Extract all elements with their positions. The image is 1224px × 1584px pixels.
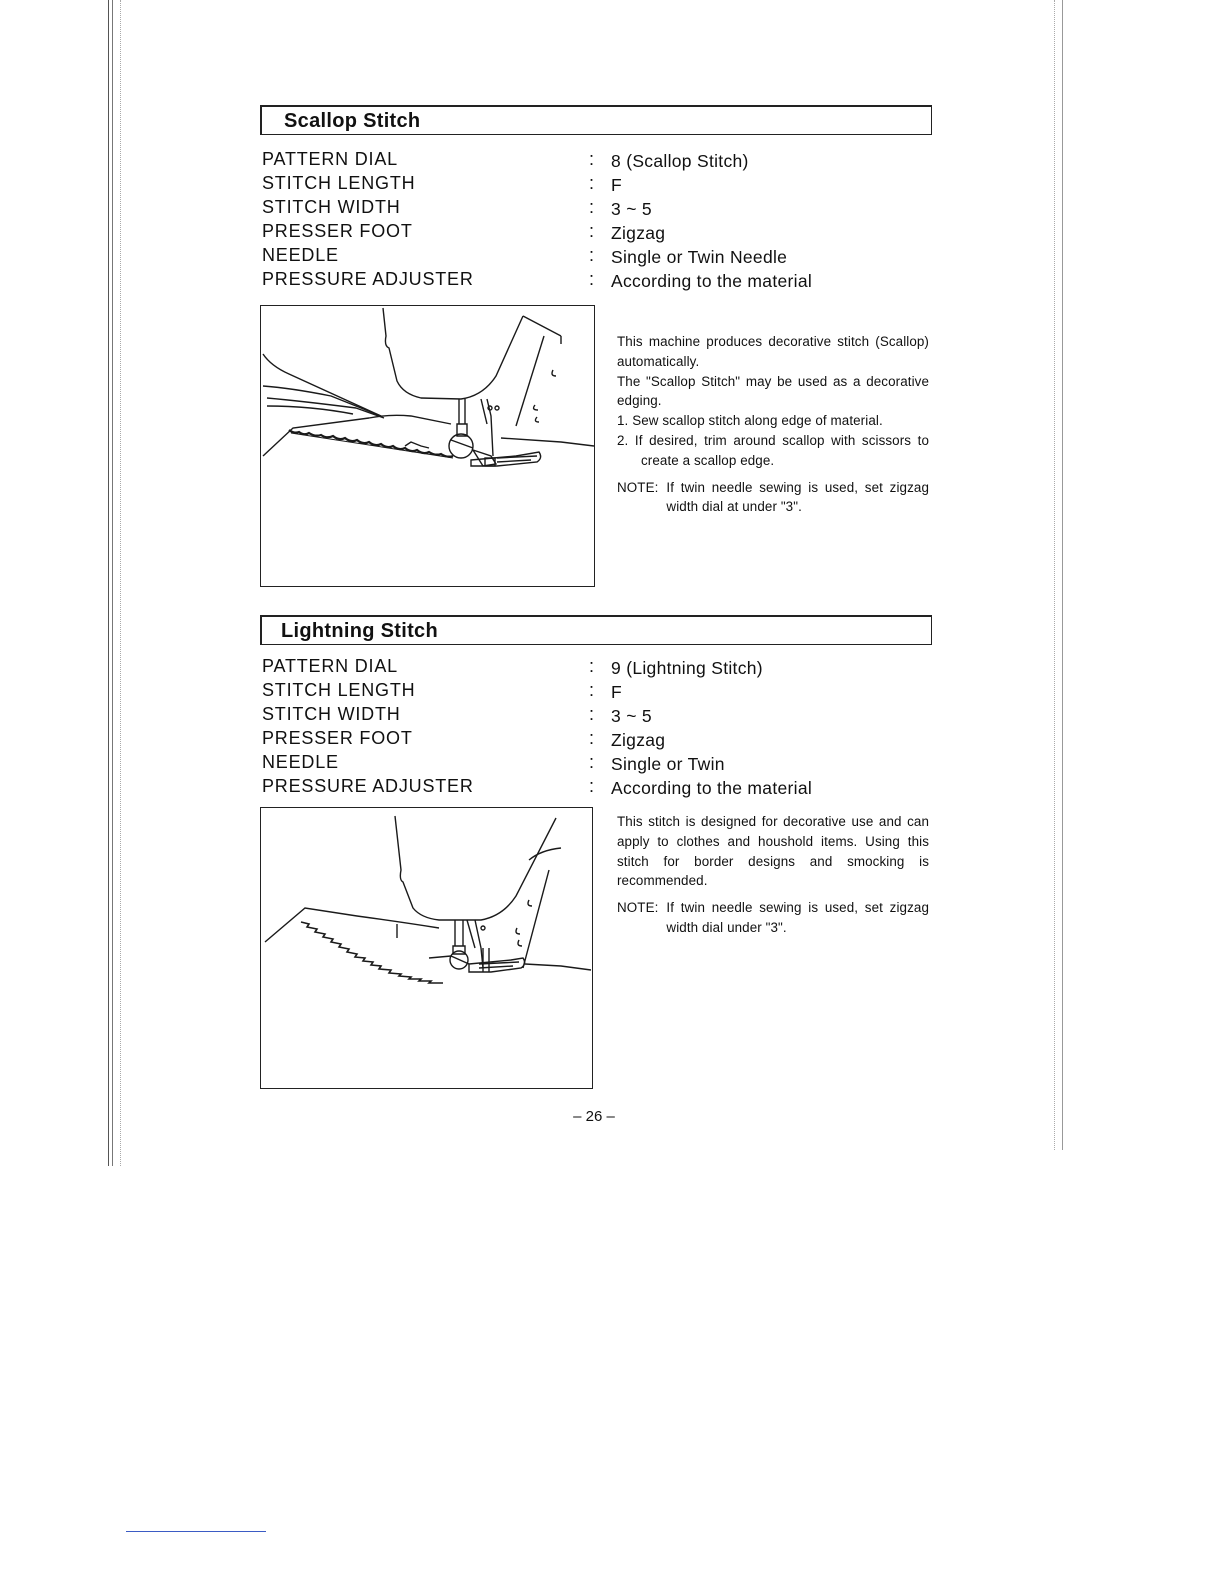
left-page-edge-shadow — [120, 0, 121, 1166]
lightning-stitch-illustration — [260, 807, 593, 1089]
spec-label-pattern-dial: PATTERN DIAL — [262, 149, 398, 169]
spec-colon: : — [589, 269, 595, 289]
note-block — [617, 478, 929, 518]
note-text: If twin needle sewing is used, set zigzag width dial under "3". — [666, 900, 929, 935]
spec-colon: : — [589, 173, 595, 193]
description-paragraph: This machine produces decorative stitch (Scallop) automatically. — [617, 334, 929, 369]
spec-label-needle: NEEDLE — [262, 245, 339, 265]
instruction-step: 2. If desired, trim around scallop with scissors to create a scallop edge. — [617, 432, 929, 468]
spec-colon: : — [589, 221, 595, 241]
note-label: NOTE: — [617, 900, 659, 916]
left-page-edge-line — [112, 0, 113, 1166]
spec-value-stitch-width: 3 ~ 5 — [611, 706, 652, 726]
spec-label-stitch-width: STITCH WIDTH — [262, 704, 401, 724]
spec-value-pressure-adjuster: According to the material — [611, 271, 813, 291]
spec-colon: : — [589, 149, 595, 169]
scallop-description — [617, 332, 929, 517]
spec-value-pattern-dial: 9 (Lightning Stitch) — [611, 658, 763, 678]
scallop-stitch-illustration — [260, 305, 595, 587]
spec-label-presser-foot: PRESSER FOOT — [262, 728, 413, 748]
spec-value-needle: Single or Twin — [611, 754, 725, 774]
description-paragraph: The "Scallop Stitch" may be used as a decorative edging. — [617, 373, 929, 409]
section-title: Scallop Stitch — [284, 110, 421, 132]
spec-label-stitch-length: STITCH LENGTH — [262, 680, 416, 700]
spec-colon: : — [589, 245, 595, 265]
footnote-rule — [126, 1531, 266, 1532]
spec-label-stitch-length: STITCH LENGTH — [262, 173, 416, 193]
spec-value-stitch-length: F — [611, 175, 622, 195]
spec-value-presser-foot: Zigzag — [611, 223, 666, 243]
right-page-edge-line — [1062, 0, 1063, 1150]
spec-label-pressure-adjuster: PRESSURE ADJUSTER — [262, 269, 474, 289]
spec-label-needle: NEEDLE — [262, 752, 339, 772]
spec-label-pressure-adjuster: PRESSURE ADJUSTER — [262, 776, 474, 796]
spec-colon: : — [589, 704, 595, 724]
spec-value-stitch-width: 3 ~ 5 — [611, 199, 652, 219]
spec-value-pattern-dial: 8 (Scallop Stitch) — [611, 151, 749, 171]
spec-value-presser-foot: Zigzag — [611, 730, 666, 750]
spec-colon: : — [589, 752, 595, 772]
page-number: – 26 – — [573, 1108, 615, 1125]
section-title-box — [260, 615, 932, 645]
spec-colon: : — [589, 197, 595, 217]
note-label: NOTE: — [617, 479, 659, 495]
note-block — [617, 898, 929, 938]
spec-value-pressure-adjuster: According to the material — [611, 778, 813, 798]
section-title: Lightning Stitch — [281, 620, 438, 642]
spec-value-stitch-length: F — [611, 682, 622, 702]
description-paragraph: This stitch is designed for decorative use and can apply to clothes and houshold items. Using this stitch for border designs and smocking is recommended. — [617, 814, 929, 889]
spec-colon: : — [589, 776, 595, 796]
spec-label-pattern-dial: PATTERN DIAL — [262, 656, 398, 676]
instruction-step: 1. Sew scallop stitch along edge of material. — [617, 413, 883, 429]
spec-colon: : — [589, 656, 595, 676]
note-text: If twin needle sewing is used, set zigzag width dial at under "3". — [666, 479, 929, 515]
sewing-machine-lightning-drawing — [261, 808, 593, 1089]
spec-colon: : — [589, 680, 595, 700]
left-page-edge-line — [108, 0, 109, 1166]
right-page-edge-shadow — [1054, 0, 1055, 1150]
spec-label-stitch-width: STITCH WIDTH — [262, 197, 401, 217]
spec-value-needle: Single or Twin Needle — [611, 247, 788, 267]
section-title-box — [260, 105, 932, 135]
lightning-description — [617, 812, 929, 938]
spec-colon: : — [589, 728, 595, 748]
spec-label-presser-foot: PRESSER FOOT — [262, 221, 413, 241]
sewing-machine-scallop-drawing — [261, 306, 595, 587]
